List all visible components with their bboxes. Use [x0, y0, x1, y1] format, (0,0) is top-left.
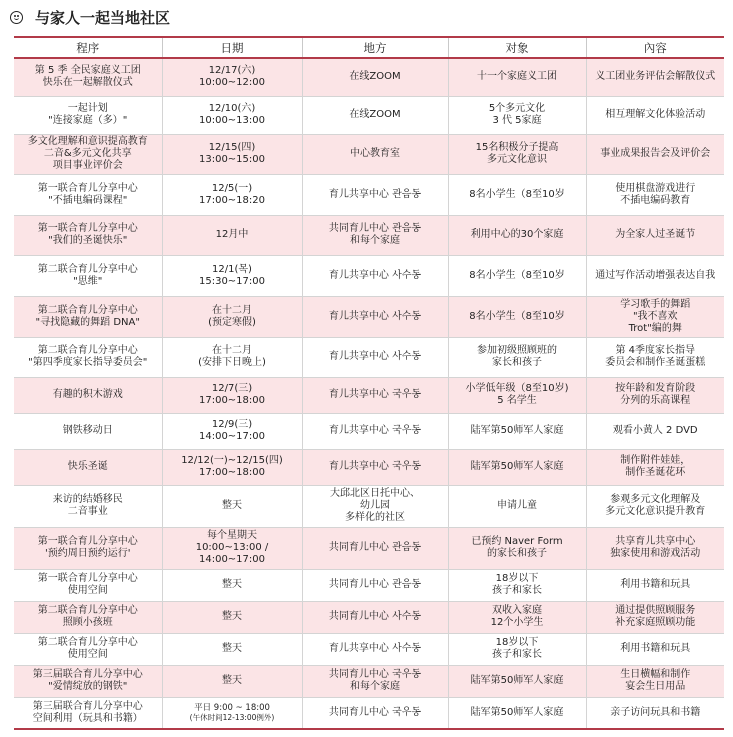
cell-place: 育儿共享中心 관음동	[302, 174, 448, 215]
cell-date: 整天	[162, 485, 302, 527]
table-row	[14, 377, 724, 413]
cell-content: 义工团业务评估会解散仪式	[586, 58, 724, 96]
cell-date: 在十二月 (预定寒假)	[162, 296, 302, 337]
cell-target: 8名小学生（8至10岁	[448, 174, 586, 215]
table-header-row	[14, 37, 724, 58]
page-title: 与家人一起当地社区	[35, 8, 171, 27]
cell-date: 在十二月 (安排下日晚上)	[162, 337, 302, 377]
cell-target: 5个多元文化 3 代 5家庭	[448, 96, 586, 134]
cell-target: 陆军第50师军人家庭	[448, 413, 586, 449]
cell-date: 整天	[162, 601, 302, 633]
column-header-place: 地方	[302, 37, 448, 58]
cell-content: 通过写作活动增强表达自我	[586, 255, 724, 296]
cell-content: 制作附件娃娃， 制作圣诞花环	[586, 449, 724, 485]
cell-target: 8名小学生（8至10岁	[448, 296, 586, 337]
cell-date-note: (午休时间12-13:00例外)	[189, 712, 275, 722]
cell-program: 第二联合育儿分享中心 使用空间	[14, 633, 162, 665]
cell-program: 快乐圣诞	[14, 449, 162, 485]
table-row	[14, 96, 724, 134]
cell-program: 第 5 季 全民家庭义工团 快乐在一起解散仪式	[14, 58, 162, 96]
table-row	[14, 174, 724, 215]
cell-date: 每个星期天 10:00~13:00 / 14:00~17:00	[162, 527, 302, 569]
cell-place: 育儿共享中心 국우동	[302, 413, 448, 449]
cell-place: 共同育儿中心 관음동	[302, 569, 448, 601]
table-row	[14, 485, 724, 527]
table-row	[14, 527, 724, 569]
cell-program: 第二联合育儿分享中心 照顾小孩班	[14, 601, 162, 633]
cell-target: 8名小学生（8至10岁	[448, 255, 586, 296]
cell-program: 有趣的积木游戏	[14, 377, 162, 413]
cell-place: 在线ZOOM	[302, 58, 448, 96]
cell-content: 利用书籍和玩具	[586, 569, 724, 601]
cell-place: 共同育儿中心 관음동 和每个家庭	[302, 215, 448, 255]
cell-place: 共同育儿中心 국우동	[302, 697, 448, 729]
table-row	[14, 633, 724, 665]
cell-date: 12/9(三) 14:00~17:00	[162, 413, 302, 449]
cell-date: 整天	[162, 569, 302, 601]
cell-content: 为全家人过圣诞节	[586, 215, 724, 255]
cell-date: 12/1(목) 15:30~17:00	[162, 255, 302, 296]
cell-target: 申请儿童	[448, 485, 586, 527]
cell-place: 共同育儿中心 관음동	[302, 527, 448, 569]
cell-date: 12月中	[162, 215, 302, 255]
cell-place: 大邱北区日托中心、 幼儿园 多样化的社区	[302, 485, 448, 527]
cell-program: 一起计划 "连接家庭（多）"	[14, 96, 162, 134]
cell-content: 通过提供照顾服务 补充家庭照顾功能	[586, 601, 724, 633]
cell-content: 生日横幅和制作 宴会生日用品	[586, 665, 724, 697]
cell-place: 育儿共享中心 사수동	[302, 255, 448, 296]
cell-program: 第三届联合育儿分享中心 "爱情绽放的钢铁"	[14, 665, 162, 697]
cell-date	[162, 697, 302, 729]
cell-program: 多文化理解和意识提高教育 二音&多元文化共享 项目事业评价会	[14, 134, 162, 174]
table-row	[14, 449, 724, 485]
column-header-target: 对象	[448, 37, 586, 58]
column-header-program: 程序	[14, 37, 162, 58]
cell-date: 12/10(六) 10:00~13:00	[162, 96, 302, 134]
cell-date: 整天	[162, 665, 302, 697]
cell-program: 第一联合育儿分享中心 '预约周日预约运行'	[14, 527, 162, 569]
cell-program: 钢铁移动日	[14, 413, 162, 449]
cell-date: 12/12(一)~12/15(四) 17:00~18:00	[162, 449, 302, 485]
cell-target: 18岁以下 孩子和家长	[448, 633, 586, 665]
cell-program: 第一联合育儿分享中心 使用空间	[14, 569, 162, 601]
cell-place: 育儿共享中心 국우동	[302, 377, 448, 413]
cell-place: 育儿共享中心 사수동	[302, 633, 448, 665]
cell-content: 按年龄和发育阶段 分列的乐高课程	[586, 377, 724, 413]
cell-content: 共享育儿共享中心 独家使用和游戏活动	[586, 527, 724, 569]
cell-date: 12/7(三) 17:00~18:00	[162, 377, 302, 413]
cell-program: 第二联合育儿分享中心 "第四季度家长指导委员会"	[14, 337, 162, 377]
cell-target: 利用中心的30个家庭	[448, 215, 586, 255]
cell-date: 12/5(一) 17:00~18:20	[162, 174, 302, 215]
table-row	[14, 215, 724, 255]
cell-date-main: 平日 9:00 ~ 18:00	[194, 702, 270, 713]
cell-date: 整天	[162, 633, 302, 665]
cell-content: 亲子访问玩具和书籍	[586, 697, 724, 729]
cell-target: 小学低年级（8至10岁) 5 名学生	[448, 377, 586, 413]
table-row	[14, 296, 724, 337]
cell-place: 共同育儿中心 사수동	[302, 601, 448, 633]
cell-target: 参加初级照顾班的 家长和孩子	[448, 337, 586, 377]
cell-content: 事业成果报告会及评价会	[586, 134, 724, 174]
table-row	[14, 697, 724, 729]
table-row	[14, 58, 724, 96]
cell-target: 已预约 Naver Form 的家长和孩子	[448, 527, 586, 569]
column-header-date: 日期	[162, 37, 302, 58]
column-header-content: 內容	[586, 37, 724, 58]
table-row	[14, 134, 724, 174]
cell-content: 利用书籍和玩具	[586, 633, 724, 665]
smiley-icon	[10, 11, 23, 24]
cell-place: 共同育儿中心 국우동 和每个家庭	[302, 665, 448, 697]
program-table	[14, 36, 724, 730]
cell-place: 中心教育室	[302, 134, 448, 174]
page-header	[10, 6, 170, 28]
cell-program: 第三届联合育儿分享中心 空间利用（玩具和书籍）	[14, 697, 162, 729]
cell-content: 观看小黄人 2 DVD	[586, 413, 724, 449]
cell-date: 12/15(四) 13:00~15:00	[162, 134, 302, 174]
cell-place: 育儿共享中心 사수동	[302, 296, 448, 337]
cell-content: 参观多元文化理解及 多元文化意识提升教育	[586, 485, 724, 527]
cell-date: 12/17(六) 10:00~12:00	[162, 58, 302, 96]
cell-target: 18岁以下 孩子和家长	[448, 569, 586, 601]
cell-content: 使用棋盘游戏进行 不插电编码教育	[586, 174, 724, 215]
cell-target: 十一个家庭义工团	[448, 58, 586, 96]
table-row	[14, 665, 724, 697]
cell-place: 育儿共享中心 사수동	[302, 337, 448, 377]
cell-program: 第一联合育儿分享中心 "我们的圣诞快乐"	[14, 215, 162, 255]
cell-content: 第 4季度家长指导 委员会和制作圣诞蛋糕	[586, 337, 724, 377]
cell-content: 学习歌手的舞蹈 "我不喜欢 Trot"编的舞	[586, 296, 724, 337]
cell-target: 双收入家庭 12个小学生	[448, 601, 586, 633]
cell-program: 来访的结婚移民 二音事业	[14, 485, 162, 527]
table-row	[14, 601, 724, 633]
cell-place: 在线ZOOM	[302, 96, 448, 134]
cell-target: 陆军第50师军人家庭	[448, 697, 586, 729]
cell-target: 陆军第50师军人家庭	[448, 449, 586, 485]
table-row	[14, 569, 724, 601]
table-row	[14, 413, 724, 449]
cell-program: 第一联合育儿分享中心 "不插电编码课程"	[14, 174, 162, 215]
table-row	[14, 255, 724, 296]
table-row	[14, 337, 724, 377]
cell-place: 育儿共享中心 국우동	[302, 449, 448, 485]
cell-program: 第二联合育儿分享中心 "思维"	[14, 255, 162, 296]
cell-content: 相互理解文化体验活动	[586, 96, 724, 134]
cell-target: 15名积极分子提高 多元文化意识	[448, 134, 586, 174]
cell-program: 第二联合育儿分享中心 "寻找隐藏的舞蹈 DNA"	[14, 296, 162, 337]
cell-target: 陆军第50师军人家庭	[448, 665, 586, 697]
